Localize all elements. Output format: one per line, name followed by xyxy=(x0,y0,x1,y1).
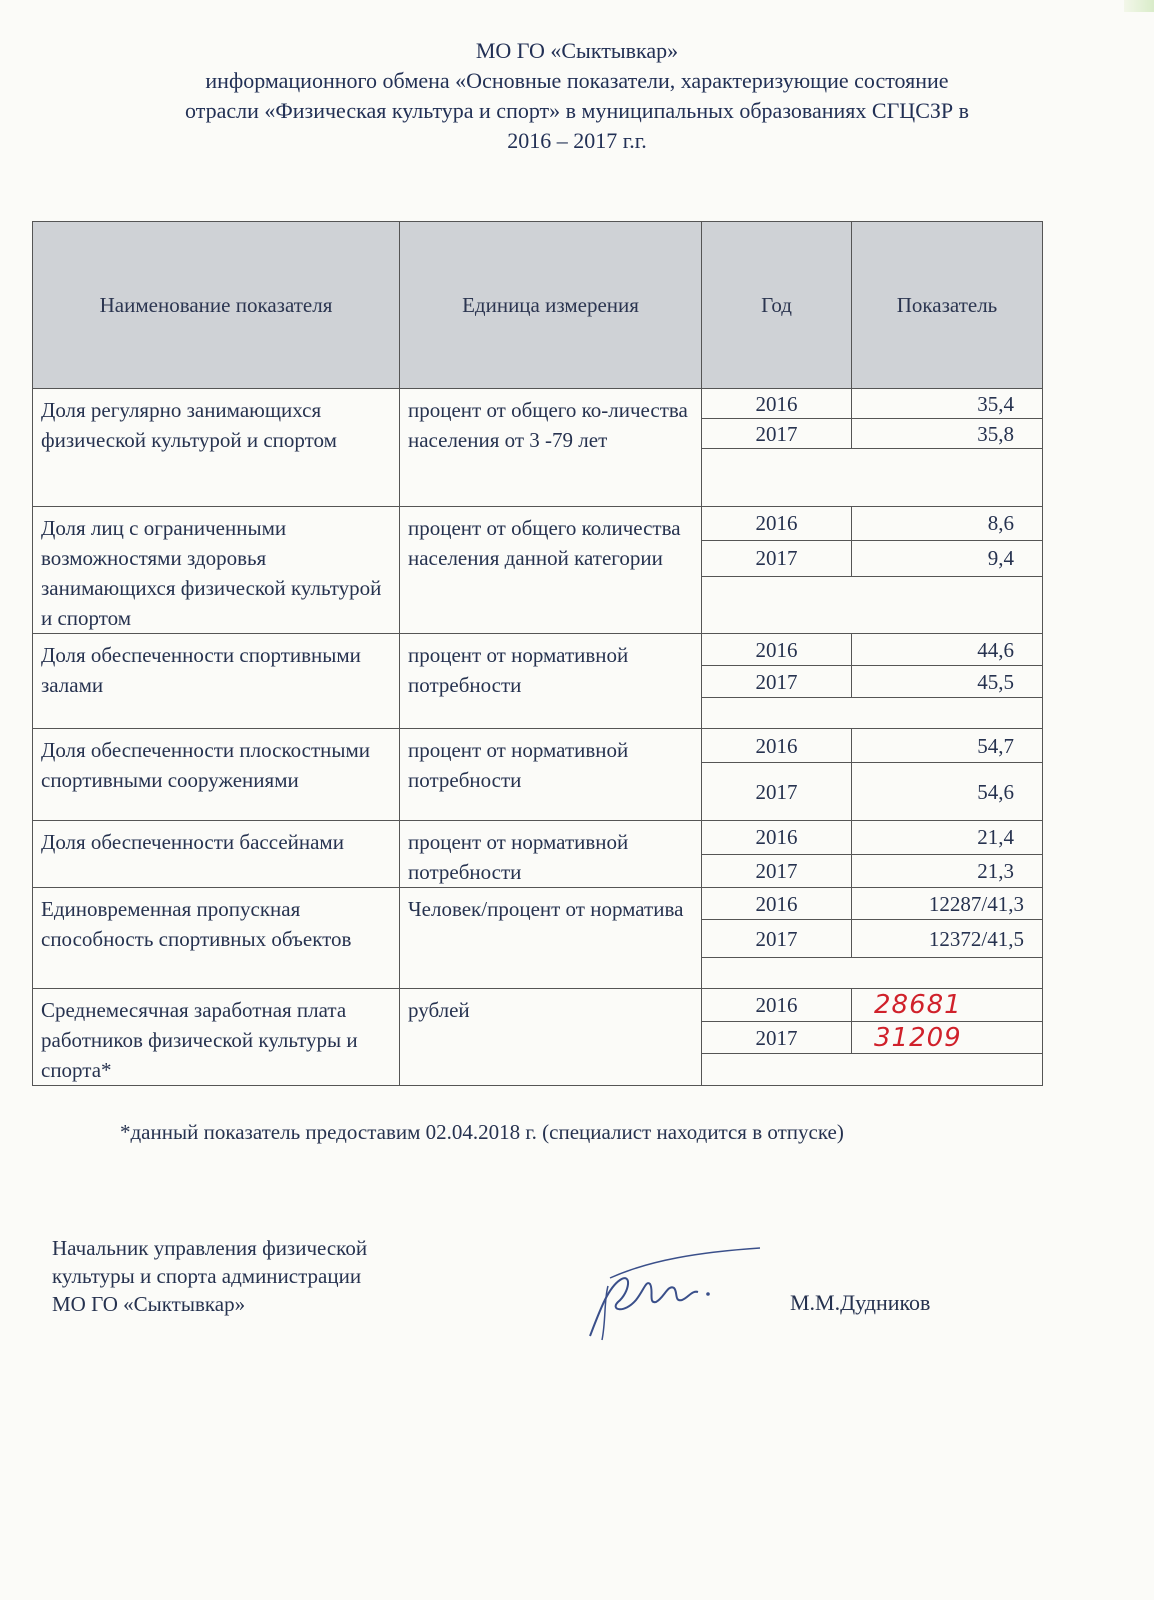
value-cell: 9,4 xyxy=(852,540,1043,576)
signatory-line-3: МО ГО «Сыктывкар» xyxy=(52,1292,246,1316)
header-line-4: 2016 – 2017 г.г. xyxy=(507,128,647,153)
indicator-name: Доля обеспеченности бассейнами xyxy=(33,821,400,888)
header-line-3: отрасли «Физическая культура и спорт» в муниципальных образованиях СГЦСЗР в xyxy=(184,98,970,123)
indicator-name: Доля обеспеченности плоскостными спортивными сооружениями xyxy=(33,729,400,821)
indicator-name: Среднемесячная заработная плата работников физической культуры и спорта* xyxy=(33,989,400,1086)
handwritten-signature xyxy=(580,1240,780,1350)
column-header-year: Год xyxy=(702,222,852,389)
year-cell: 2017 xyxy=(702,763,852,821)
value-cell: 45,5 xyxy=(852,666,1043,698)
page-edge-mark xyxy=(1124,0,1154,12)
indicator-name: Доля лиц с ограниченными возможностями здоровья занимающихся физической культурой и спортом xyxy=(33,507,400,634)
signatory-title xyxy=(52,1234,367,1318)
signatory-line-2: культуры и спорта администрации xyxy=(52,1264,362,1288)
year-cell: 2016 xyxy=(702,989,852,1022)
indicator-name: Доля регулярно занимающихся физической культурой и спортом xyxy=(33,389,400,507)
document-header xyxy=(0,36,1154,156)
empty-cell xyxy=(702,449,1043,507)
year-cell: 2017 xyxy=(702,666,852,698)
value-cell: 21,3 xyxy=(852,854,1043,888)
table-row xyxy=(33,888,1043,920)
year-cell: 2017 xyxy=(702,419,852,449)
indicator-name: Единовременная пропускная способность спортивных объектов xyxy=(33,888,400,989)
indicator-unit: процент от общего количества населения данной категории xyxy=(400,507,702,634)
indicators-table xyxy=(32,221,1043,1086)
year-cell: 2017 xyxy=(702,1021,852,1054)
signer-name: М.М.Дудников xyxy=(790,1290,931,1315)
year-cell: 2016 xyxy=(702,888,852,920)
table-row xyxy=(33,821,1043,855)
year-cell: 2016 xyxy=(702,729,852,763)
table-row xyxy=(33,389,1043,419)
year-cell: 2016 xyxy=(702,389,852,419)
table-header-row xyxy=(33,222,1043,389)
header-line-2: информационного обмена «Основные показатели, характеризующие состояние xyxy=(205,68,949,93)
indicator-unit: процент от общего ко-личества населения от 3 -79 лет xyxy=(400,389,702,507)
value-cell: 54,6 xyxy=(852,763,1043,821)
empty-cell xyxy=(702,576,1043,633)
table-row xyxy=(33,507,1043,541)
indicator-name: Доля обеспеченности спортивными залами xyxy=(33,634,400,729)
value-cell: 12372/41,5 xyxy=(852,920,1043,958)
indicator-unit: Человек/процент от норматива xyxy=(400,888,702,989)
header-line-1: МО ГО «Сыктывкар» xyxy=(475,38,679,63)
indicator-unit: процент от нормативной потребности xyxy=(400,634,702,729)
year-cell: 2016 xyxy=(702,507,852,541)
indicator-unit: процент от нормативной потребности xyxy=(400,821,702,888)
year-cell: 2016 xyxy=(702,821,852,855)
table-row xyxy=(33,729,1043,763)
value-cell: 44,6 xyxy=(852,634,1043,666)
year-cell: 2016 xyxy=(702,634,852,666)
year-cell: 2017 xyxy=(702,540,852,576)
value-cell: 8,6 xyxy=(852,507,1043,541)
empty-cell xyxy=(702,958,1043,989)
indicator-unit: процент от нормативной потребности xyxy=(400,729,702,821)
value-cell: 35,4 xyxy=(852,389,1043,419)
handwritten-value-cell: 28681 xyxy=(852,989,1043,1022)
empty-cell xyxy=(702,698,1043,729)
column-header-value: Показатель xyxy=(852,222,1043,389)
footnote: *данный показатель предоставим 02.04.2018 г. (специалист находится в отпуске) xyxy=(120,1120,844,1144)
column-header-name: Наименование показателя xyxy=(33,222,400,389)
value-cell: 35,8 xyxy=(852,419,1043,449)
signatory-line-1: Начальник управления физической xyxy=(52,1236,368,1260)
value-cell: 21,4 xyxy=(852,821,1043,855)
handwritten-value-cell: 31209 xyxy=(852,1021,1043,1054)
year-cell: 2017 xyxy=(702,920,852,958)
column-header-unit: Единица измерения xyxy=(400,222,702,389)
value-cell: 12287/41,3 xyxy=(852,888,1043,920)
empty-cell xyxy=(702,1054,1043,1086)
indicator-unit: рублей xyxy=(400,989,702,1086)
year-cell: 2017 xyxy=(702,854,852,888)
table-row xyxy=(33,634,1043,666)
table-row xyxy=(33,989,1043,1022)
value-cell: 54,7 xyxy=(852,729,1043,763)
